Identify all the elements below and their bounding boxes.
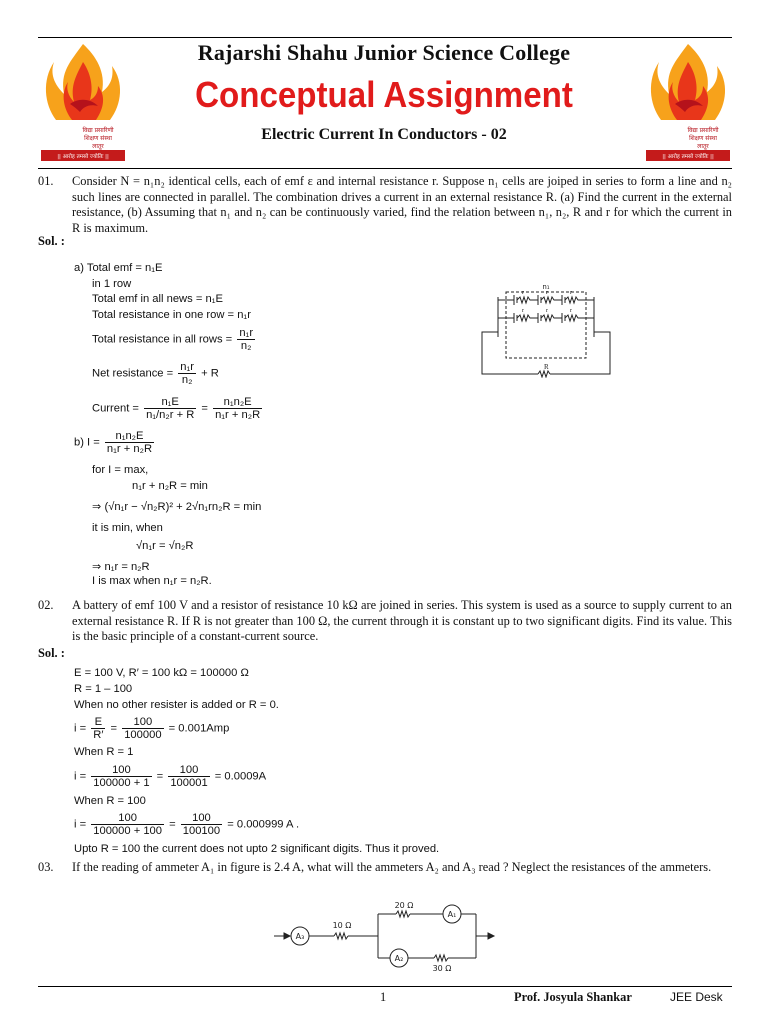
- question-text: Consider N = n₁n₂ identical cells, each of emf ε and internal resistance r. Suppose n₁ cells are joiped in series to form a line and n₂ such lines are connected in parallel. The combination drives a current in an external resistance R. (a) Find the current in the external resistance, (b) Assuming that n₁ and n₂ can be continuously varied, find the relation between n₁, n₂, R and r for which the current in R is maximum.: [72, 174, 732, 235]
- sol-line: in 1 row: [92, 278, 132, 290]
- cell-row: [498, 313, 594, 323]
- sol-line: When R = 1: [74, 746, 134, 758]
- assignment-title: Conceptual Assignment: [195, 74, 573, 115]
- sol-line: Total resistance in all rows = $\frac{\text{n₁r}}{\text{n₂}}$: [92, 327, 254, 352]
- sol-line: Current = $\frac{\text{n₁E}}{\text{n₁/n₂r + R}}$ = $\frac{\text{n₁n₂E}}{\text{n₁r + n₂R}}$: [92, 396, 261, 421]
- r-label: r: [522, 290, 524, 296]
- ammeter-a1-label: A₁: [447, 910, 457, 919]
- top-rule: [38, 37, 732, 38]
- r-label: r: [546, 290, 548, 296]
- sol-line: ⇒ (√n₁r − √n₂R)² + 2√n₁rn₂R = min: [92, 501, 262, 513]
- sol-line: a) Total emf = n₁E: [74, 262, 163, 274]
- sol-line: n₁r + n₂R = min: [132, 480, 208, 492]
- sol-line: √n₁r = √n₂R: [136, 540, 194, 552]
- logo-motto: || आरोह तमसो ज्योतिः ||: [57, 154, 109, 160]
- sol-line: Upto R = 100 the current does not upto 2 significant digits. Thus it proved.: [74, 843, 440, 855]
- logo-text-1: विद्या प्रसारिणी: [687, 127, 719, 134]
- cell-row: [498, 295, 594, 305]
- n1-label: n₁: [542, 283, 550, 291]
- footer-rule: [38, 986, 732, 987]
- ammeter-a3-label: A₃: [295, 932, 305, 941]
- r30-label: 30 Ω: [432, 964, 452, 973]
- sol-line: R = 1 – 100: [74, 683, 133, 695]
- logo-motto: || आरोह तमसो ज्योतिः ||: [662, 154, 714, 160]
- solution-label: Sol. :: [38, 234, 65, 248]
- page-number: 1: [380, 990, 387, 1004]
- logo-text-1: विद्या प्रसारिणी: [82, 127, 114, 134]
- r-label: r: [570, 308, 572, 314]
- sol-line: ⇒ n₁r = n₂R: [92, 561, 150, 573]
- sol-line: i = $\frac{100}{100000 + 100}$ = $\frac{100}{100100}$ = 0.000999 A .: [74, 812, 300, 837]
- cell-combination-figure: [476, 282, 616, 378]
- sol-line: i = $\frac{E}{R'}$ = $\frac{100}{100000}$ = 0.001Amp: [74, 716, 230, 741]
- sol-line: E = 100 V, R′ = 100 kΩ = 100000 Ω: [74, 667, 249, 679]
- question-number: 01.: [38, 174, 54, 188]
- logo-text-3: लातूर: [697, 143, 709, 150]
- r-label: r: [570, 290, 572, 296]
- ammeter-a2-label: A₂: [394, 954, 404, 963]
- logo-text-2: शिक्षण संस्था: [689, 135, 717, 142]
- sol-line: When R = 100: [74, 795, 146, 807]
- logo-text-2: शिक्षण संस्था: [84, 135, 112, 142]
- question-3: [38, 860, 732, 876]
- sol-line: Total resistance in one row = n₁r: [92, 309, 251, 321]
- sol-line: for I = max,: [92, 464, 149, 476]
- sol-line: I is max when n₁r = n₂R.: [92, 575, 212, 587]
- header-bottom-rule: [38, 168, 732, 169]
- sol-line: b) I = $\frac{\text{n₁n₂E}}{\text{n₁r + n₂R}}$: [74, 430, 153, 455]
- sol-line: i = $\frac{100}{100000 + 1}$ = $\frac{100}{100001}$ = 0.0009A: [74, 764, 267, 789]
- r10-label: 10 Ω: [332, 921, 352, 930]
- sol-line: it is min, when: [92, 522, 163, 534]
- solution-label: Sol. :: [38, 646, 65, 660]
- college-name: Rajarshi Shahu Junior Science College: [197, 40, 571, 65]
- logo-text-3: लातूर: [92, 143, 104, 150]
- r-label: r: [546, 308, 548, 314]
- question-text: If the reading of ammeter A₁ in figure is 2.4 A, what will the ammeters A₂ and A₃ read ? Neglect the resistances of the ammeters.: [72, 860, 712, 874]
- question-1: [38, 174, 732, 236]
- chapter-subtitle: Electric Current In Conductors - 02: [261, 126, 507, 143]
- question-2: [38, 598, 732, 645]
- r20-label: 20 Ω: [394, 901, 414, 910]
- question-number: 03.: [38, 860, 54, 874]
- sol-line: When no other resister is added or R = 0.: [74, 699, 279, 711]
- ammeter-circuit-figure: [272, 898, 496, 974]
- r-label: r: [522, 308, 524, 314]
- sol-line: Total emf in all news = n₁E: [92, 293, 223, 305]
- footer-desk: JEE Desk: [670, 990, 723, 1004]
- R-label: R: [544, 363, 549, 371]
- footer-author: Prof. Josyula Shankar: [514, 990, 632, 1004]
- question-number: 02.: [38, 598, 54, 612]
- question-text: A battery of emf 100 V and a resistor of resistance 10 kΩ are joined in series. This system is used as a source to supply current to an external resistance R. If R is not greater than 100 Ω, the current through it is constant up to two significant digits. Find its value. This is the basic principle of a constant-current source.: [72, 598, 732, 644]
- sol-line: Net resistance = $\frac{\text{n₁r}}{\text{n₂}}$ + R: [92, 361, 219, 386]
